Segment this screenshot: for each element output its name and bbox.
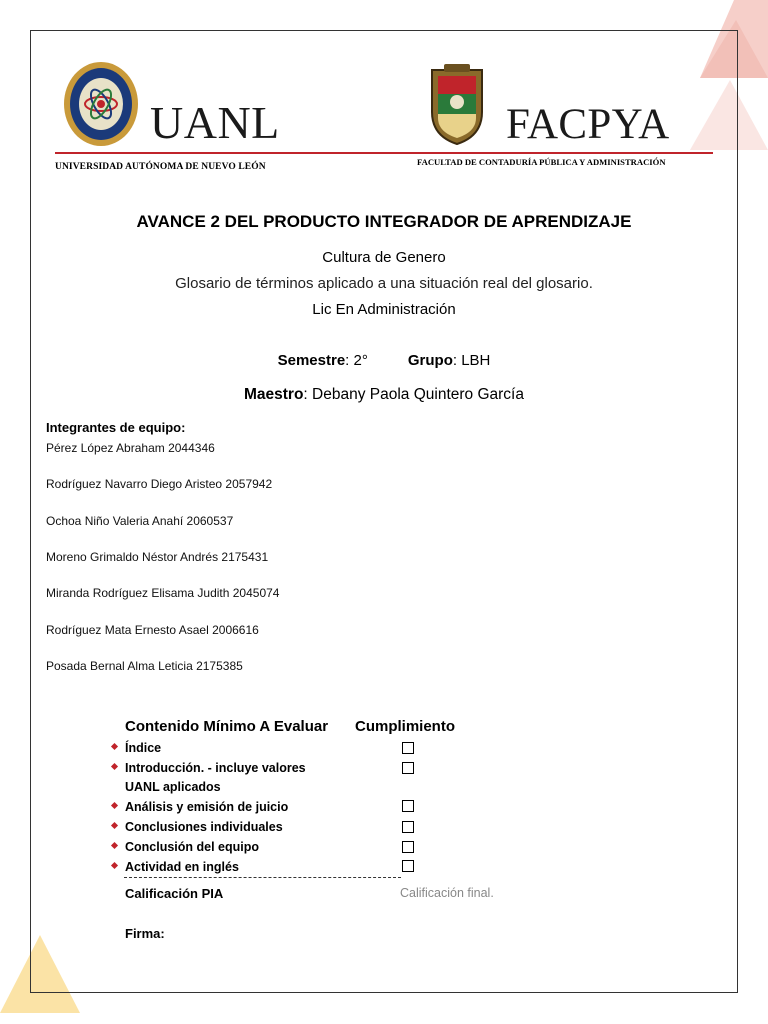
grade-field[interactable]: Calificación final. — [400, 886, 494, 900]
document-title: AVANCE 2 DEL PRODUCTO INTEGRADOR DE APRENDIZAJE — [136, 212, 632, 231]
assignment-description: Glosario de términos aplicado a una situación real del glosario. — [175, 275, 593, 292]
team-member: Moreno Grimaldo Néstor Andrés 2175431 — [46, 550, 269, 564]
team-member: Ochoa Niño Valeria Anahí 2060537 — [46, 514, 234, 528]
compliance-checkbox[interactable] — [402, 762, 414, 774]
compliance-checkbox[interactable] — [402, 800, 414, 812]
uanl-seal-logo — [62, 60, 140, 148]
header-divider — [55, 152, 713, 154]
team-members-title: Integrantes de equipo: — [46, 420, 186, 435]
teacher-row — [30, 386, 738, 404]
team-member: Rodríguez Navarro Diego Aristeo 2057942 — [46, 477, 273, 491]
document-page: UANL UNIVERSIDAD AUTÓNOMA DE NUEVO LEÓN FACPYA FACULTAD DE CONTADURÍA PÚBLICA Y ADMINISTRACIÓN AVANCE 2 DEL PRODUCTO INTEGRADOR DE APRENDIZAJE Cultura de Genero Glosario de términos aplicado a una situación real del glosario. Lic En Administración Semestre: 2° Grupo: LBH Maestro: Debany Paola Quintero García Integrantes de equipo: Pérez López Abraham 2044346 Rodríguez Navarro Diego Aristeo 2057942 Ochoa Niño Valeria Anahí 2060537 Moreno Grimaldo Néstor Andrés 2175431 Miranda Rodríguez Elisama Judith 2045074 Rodríguez Mata Ernesto Asael 2006616 Posada Bernal Alma Leticia 2175385 Contenido Mínimo A Evaluar Cumplimiento Índice Introducción. - incluye valores UANL aplicados Análisis y emisión de juicio Conclusiones individuales Conclusión del equipo Actividad en inglés Calificación PIA Calificación final. Firma: — [0, 0, 768, 1024]
compliance-checkbox[interactable] — [402, 860, 414, 872]
team-member: Rodríguez Mata Ernesto Asael 2006616 — [46, 623, 259, 637]
facpya-wordmark: FACPYA — [506, 101, 670, 148]
teacher-value: : Debany Paola Quintero García — [303, 386, 524, 403]
evaluation-compliance-header: Cumplimiento — [355, 718, 455, 735]
compliance-checkbox[interactable] — [402, 821, 414, 833]
compliance-checkbox[interactable] — [402, 841, 414, 853]
table-divider — [124, 877, 401, 878]
facpya-shield-logo — [426, 64, 488, 146]
signature-label: Firma: — [125, 926, 165, 941]
grade-label: Calificación PIA — [125, 886, 224, 901]
group-value: : LBH — [452, 352, 491, 369]
team-member: Pérez López Abraham 2044346 — [46, 441, 215, 455]
semester-value: : 2° — [345, 352, 368, 369]
teacher-label: Maestro — [243, 386, 304, 403]
group-label: Grupo — [407, 352, 453, 369]
semester-label: Semestre — [277, 352, 346, 369]
evaluation-content-header: Contenido Mínimo A Evaluar — [125, 718, 329, 735]
team-member: Miranda Rodríguez Elisama Judith 2045074 — [46, 586, 280, 600]
facpya-subtitle: FACULTAD DE CONTADURÍA PÚBLICA Y ADMINISTRACIÓN — [417, 157, 666, 167]
semester-group-row — [30, 352, 738, 369]
subject-name: Cultura de Genero — [322, 249, 446, 266]
uanl-subtitle: UNIVERSIDAD AUTÓNOMA DE NUEVO LEÓN — [55, 162, 266, 172]
compliance-checkbox[interactable] — [402, 742, 414, 754]
uanl-wordmark: UANL — [150, 97, 280, 148]
career-name: Lic En Administración — [312, 301, 456, 318]
team-member: Posada Bernal Alma Leticia 2175385 — [46, 659, 243, 673]
